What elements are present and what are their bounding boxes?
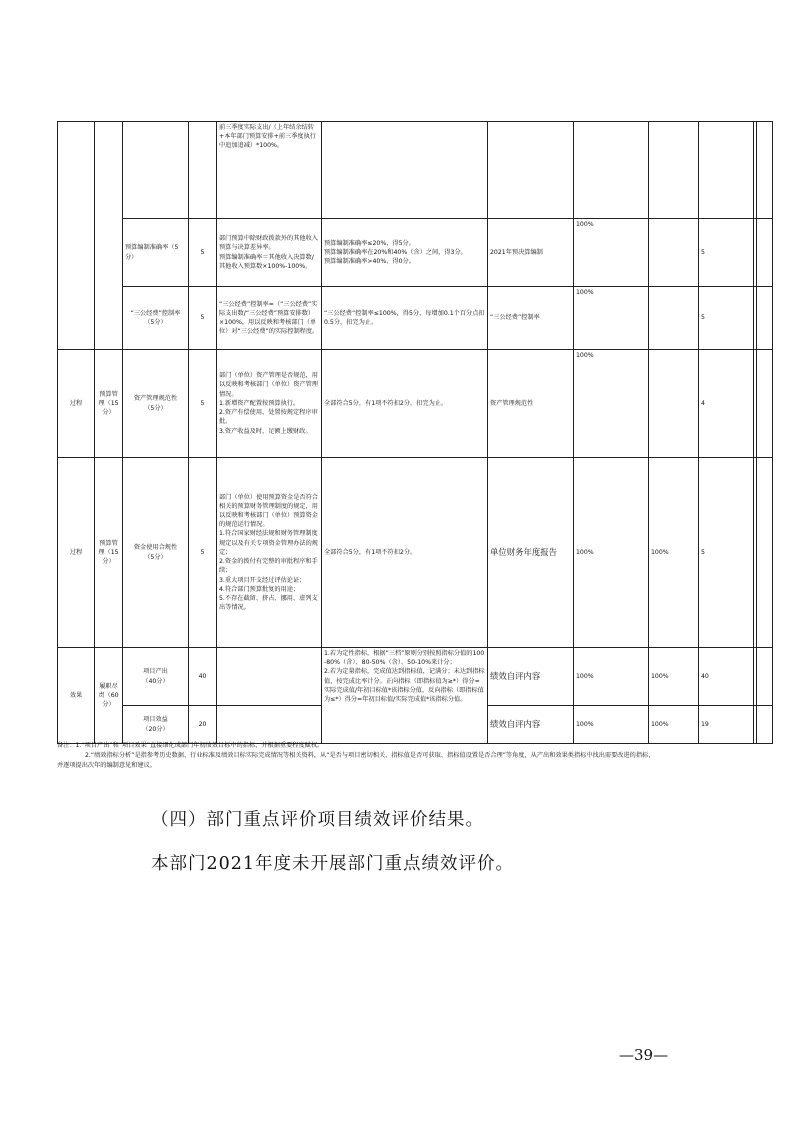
- section-heading: （四）部门重点评价项目绩效评价结果。: [151, 810, 484, 830]
- indicator-name: 预算编制准确率（5分）: [123, 219, 189, 287]
- weight: 40: [189, 648, 217, 706]
- body-paragraph: 本部门2021年度未开展部门重点绩效评价。: [151, 854, 515, 874]
- target-value: 100%: [574, 219, 649, 287]
- score: 5: [699, 458, 754, 648]
- table-row: [58, 458, 773, 648]
- indicator-name: “三公经费”控制率 （5分）: [123, 287, 189, 350]
- table-notes: [57, 741, 777, 771]
- evidence: 2021年预决算编制: [488, 219, 574, 287]
- evaluation-table: [57, 121, 773, 744]
- target-value: 100%: [574, 706, 649, 744]
- score: 19: [699, 706, 754, 744]
- score: 5: [699, 287, 754, 350]
- indicator-definition: 部门（单位）使用预算资金是否符合相关的预算财务管理制度的规定，用以反映和考核部门（单位）预算资金的规范运行情况。 1.符合国家财经法规和财务管理制度规定以及有关专项资金管理办法的规定； 2.资金的拨付有完整的审批程序和手续； 3.重大项目开支经过评估论证； 4.符合部门预算批复的用途； 5.不存在截留、挤占、挪用、虚列支出等情况。: [217, 458, 322, 648]
- subcategory-label: 预算管理（15分）: [95, 350, 123, 458]
- target-value: 100%: [574, 350, 649, 458]
- note-line: 并逐项提出次年的编制意见和建议。: [57, 762, 156, 769]
- indicator-definition: 前三季度实际支出/（上年结余结转+本年部门预算安排+前三季度执行中追加追减）*100%。: [217, 122, 322, 219]
- table-row: [58, 350, 773, 458]
- target-value: 100%: [574, 458, 649, 648]
- indicator-definition: 部门（单位）资产管理是否规范，用以反映和考核部门（单位）资产管理情况。 1.新增资产配置按预算执行。 2.资产有偿使用、处置按规定程序审批。 3.资产收益及时、足额上缴财政。: [217, 350, 322, 458]
- weight: 5: [189, 350, 217, 458]
- indicator-name: 项目产出 （40分）: [123, 648, 189, 706]
- scoring-rule: 全部符合5分，有1项不符扣2分，扣完为止。: [322, 350, 488, 458]
- table-row: [58, 287, 773, 350]
- evidence: 资产管理规范性: [488, 350, 574, 458]
- note-line: 2.“绩效指标分析”是指参考历史数据、行业标准及绩效目标实际完成情况等相关资料，从“是否与项目密切相关、指标值是否可获取、指标值设置是否合理”等角度，从产出和效果类指标中找出需要改进的指标，: [85, 752, 655, 759]
- category-label: 效果: [58, 648, 95, 744]
- evidence: 绩效自评内容: [488, 706, 574, 744]
- note-line: 备注：1.“项目产出”和“项目效果”直接细化成部门年初绩效目标中的指标，并根据重要程度赋权。: [57, 742, 324, 749]
- table-row: [58, 122, 773, 219]
- weight: 5: [189, 458, 217, 648]
- indicator-definition: 部门预算中除财政拨款外的其他收入预算与决算差异率。 预算编制准确率＝其他收入决算数/其他收入预算数×100%-100%。: [217, 219, 322, 287]
- evidence: 单位财务年度报告: [488, 458, 574, 648]
- weight: 20: [189, 706, 217, 744]
- scoring-rule: 全部符合5分，有1项不符扣2分。: [322, 458, 488, 648]
- score: 40: [699, 648, 754, 706]
- scoring-rule: 预算编制准确率≤20%，得5分。 预算编制准确率在20%和40%（含）之间，得3分。 预算编制准确率>40%，得0分。: [322, 219, 488, 287]
- indicator-name: 资产管理规范性 （5分）: [123, 350, 189, 458]
- subcategory-label: 履职尽责（60分）: [95, 648, 123, 744]
- indicator-definition: “三公经费”控制率=（“三公经费”实际支出数/“三公经费”预算安排数）×100%，用以反映和考核部门（单位）对“三公经费”的实际控制程度。: [217, 287, 322, 350]
- scoring-rule: 1.若为定性指标，根据“三档”原则分别按照指标分值的100-80%（含）、80-50%（含）、50-10%来计分； 2.若为定量指标，完成值达到指标值，记满分；未达到指标值，按完成比率计分。正向指标（即指标值为≥*）得分=实际完成值/年初目标值*该指标分值，反向指标（即指标值为≤*）得分=年初目标值/实际完成值*该指标分值。: [322, 648, 488, 744]
- subcategory-label: 预算管理（15分）: [95, 458, 123, 648]
- target-value: 100%: [574, 648, 649, 706]
- actual-value: 100%: [649, 648, 699, 706]
- score: 5: [699, 219, 754, 287]
- evidence: 绩效自评内容: [488, 648, 574, 706]
- weight: 5: [189, 287, 217, 350]
- evidence: “三公经费”控制率: [488, 287, 574, 350]
- category-label: 过程: [58, 458, 95, 648]
- score: 4: [699, 350, 754, 458]
- indicator-name: 项目效益 （20分）: [123, 706, 189, 744]
- category-label: 过程: [58, 350, 95, 458]
- scoring-rule: “三公经费”控制率≤100%，得5分，每增加0.1个百分点扣0.5分，扣完为止。: [322, 287, 488, 350]
- indicator-name: 资金使用合规性 （5分）: [123, 458, 189, 648]
- table-row: [58, 219, 773, 287]
- page-number: —39—: [619, 1046, 669, 1064]
- actual-value: 100%: [649, 706, 699, 744]
- table-row: [58, 648, 773, 706]
- weight: 5: [189, 219, 217, 287]
- actual-value: 100%: [649, 458, 699, 648]
- target-value: 100%: [574, 287, 649, 350]
